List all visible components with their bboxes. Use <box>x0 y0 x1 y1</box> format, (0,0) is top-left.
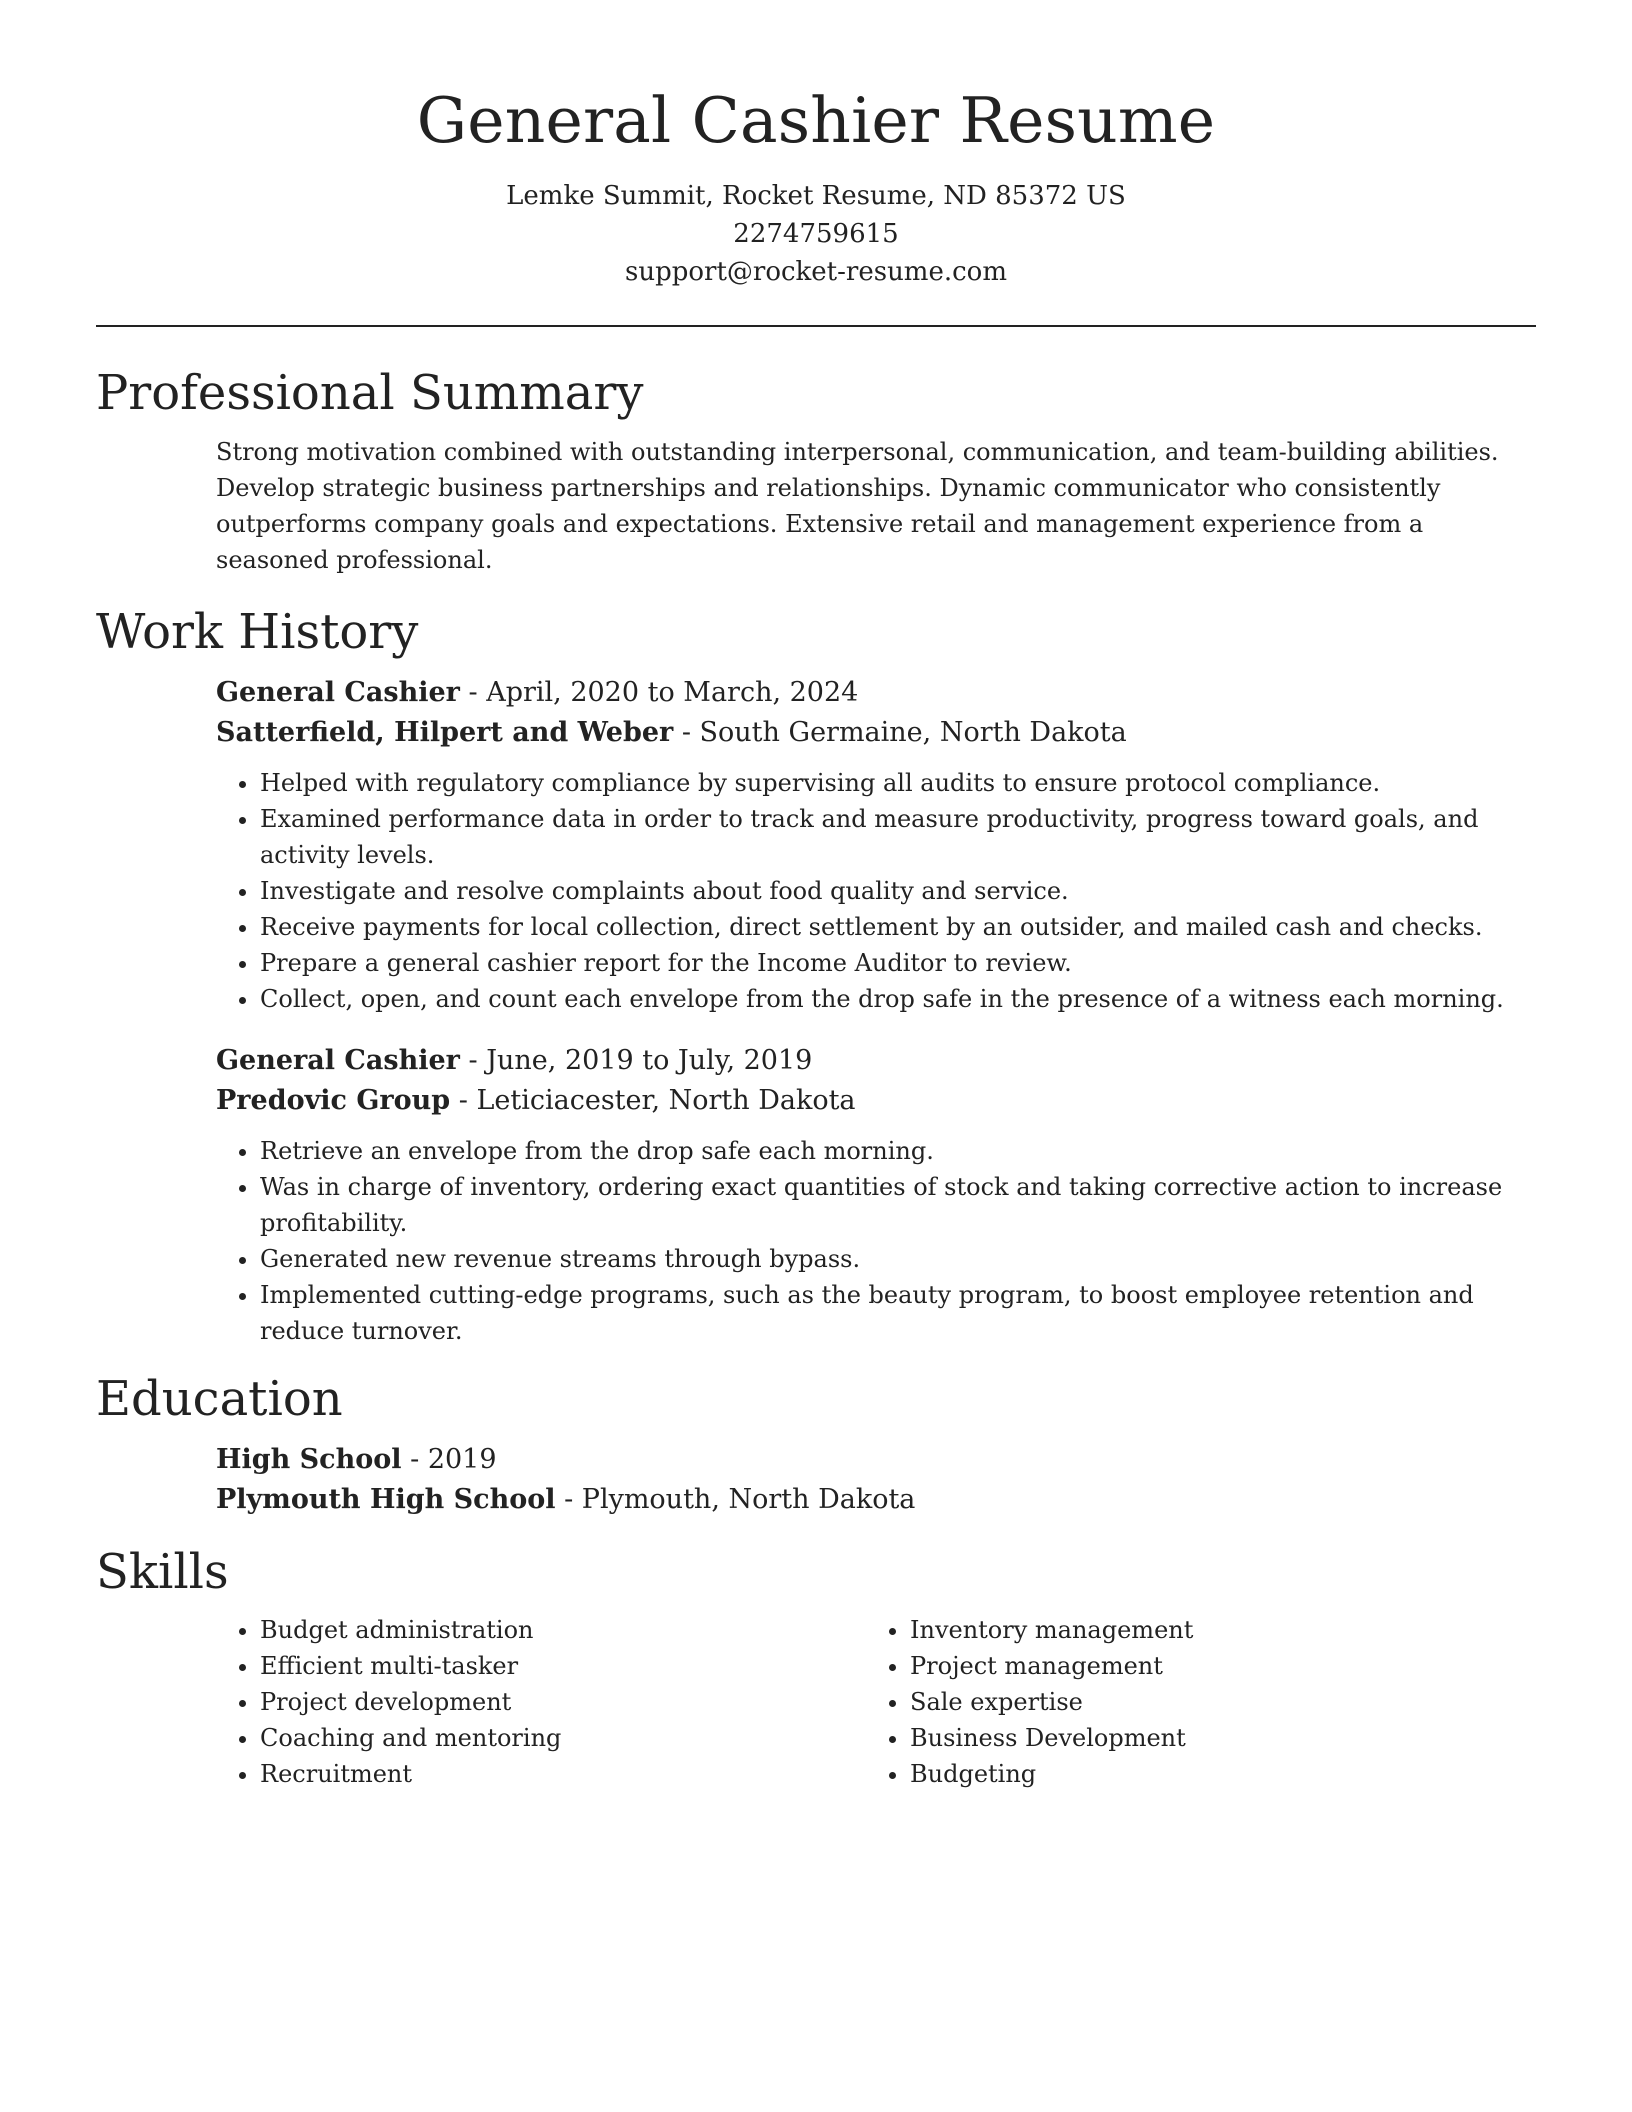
summary-text: Strong motivation combined with outstanding interpersonal, communication, and team-building abilities. Develop strategic business partnerships and relationships. Dynamic communicator who consistently outperforms company goals and expectations. Extensive retail and management experience from a seasoned professional. <box>216 438 1499 575</box>
education-degree-line <box>216 1440 1536 1480</box>
job-title-line <box>216 1041 1536 1081</box>
work-history-heading: Work History <box>96 604 419 661</box>
job-bullet: • Generated new revenue streams through bypass. <box>260 1241 1536 1277</box>
job-company: Satterfield, Hilpert and Weber <box>216 716 674 748</box>
job-entry <box>216 673 1536 1017</box>
skills-heading: Skills <box>96 1543 229 1600</box>
header-divider <box>96 325 1536 327</box>
job-bullet: • Helped with regulatory compliance by supervising all audits to ensure protocol compliance. <box>260 765 1536 801</box>
job-location: - South Germaine, North Dakota <box>673 716 1127 748</box>
job-bullet: • Implemented cutting-edge programs, such as the beauty program, to boost employee retention and reduce turnover. <box>260 1277 1536 1349</box>
skill-item: • Project development <box>260 1684 866 1720</box>
education-school-line <box>216 1480 1536 1520</box>
skills-column-left <box>216 1612 866 1792</box>
job-company-line <box>216 713 1536 753</box>
education-degree: High School <box>216 1443 402 1475</box>
job-location: - Leticiacester, North Dakota <box>450 1084 856 1116</box>
job-bullet: • Collect, open, and count each envelope from the drop safe in the presence of a witness each morning. <box>260 981 1536 1017</box>
work-history-body <box>216 673 1536 1349</box>
job-role: General Cashier <box>216 676 460 708</box>
job-company: Predovic Group <box>216 1084 451 1116</box>
job-bullet: • Was in charge of inventory, ordering exact quantities of stock and taking corrective action to increase profitability. <box>260 1169 1536 1241</box>
job-bullet: • Examined performance data in order to track and measure productivity, progress toward goals, and activity levels. <box>260 801 1536 873</box>
resume-title: General Cashier Resume <box>416 84 1216 157</box>
education-heading: Education <box>96 1370 343 1427</box>
job-bullet: • Investigate and resolve complaints about food quality and service. <box>260 873 1536 909</box>
education-section <box>96 1370 1536 1520</box>
education-location: - Plymouth, North Dakota <box>555 1483 916 1515</box>
job-title-line <box>216 673 1536 713</box>
summary-body <box>216 434 1536 578</box>
summary-heading: Professional Summary <box>96 365 644 422</box>
skills-section <box>96 1543 1536 1793</box>
education-school: Plymouth High School <box>216 1483 556 1515</box>
job-bullet: • Receive payments for local collection, direct settlement by an outsider, and mailed cash and checks. <box>260 909 1536 945</box>
skill-item: • Efficient multi-tasker <box>260 1648 866 1684</box>
job-bullet: • Prepare a general cashier report for the Income Auditor to review. <box>260 945 1536 981</box>
skill-item: • Budgeting <box>910 1756 1516 1792</box>
education-body <box>216 1440 1536 1520</box>
summary-section <box>96 367 1536 578</box>
skills-column-right <box>866 1612 1516 1792</box>
work-history-section <box>96 606 1536 1349</box>
skill-item: • Inventory management <box>910 1612 1516 1648</box>
skill-item: • Budget administration <box>260 1612 866 1648</box>
skill-item: • Project management <box>910 1648 1516 1684</box>
job-dates: - June, 2019 to July, 2019 <box>459 1044 813 1076</box>
skill-item: • Recruitment <box>260 1756 866 1792</box>
job-bullets <box>216 1133 1536 1349</box>
skills-grid <box>216 1612 1536 1792</box>
skill-item: • Coaching and mentoring <box>260 1720 866 1756</box>
contact-email: support@rocket-resume.com <box>624 257 1007 288</box>
job-bullet: • Retrieve an envelope from the drop safe each morning. <box>260 1133 1536 1169</box>
skill-item: • Business Development <box>910 1720 1516 1756</box>
resume-header <box>96 0 1536 291</box>
job-dates: - April, 2020 to March, 2024 <box>459 676 859 708</box>
job-bullets <box>216 765 1536 1017</box>
contact-phone: 2274759615 <box>733 219 899 250</box>
job-role: General Cashier <box>216 1044 460 1076</box>
skill-item: • Sale expertise <box>910 1684 1516 1720</box>
job-company-line <box>216 1081 1536 1121</box>
contact-address: Lemke Summit, Rocket Resume, ND 85372 US <box>506 181 1126 212</box>
job-entry <box>216 1041 1536 1349</box>
education-year: - 2019 <box>401 1443 497 1475</box>
